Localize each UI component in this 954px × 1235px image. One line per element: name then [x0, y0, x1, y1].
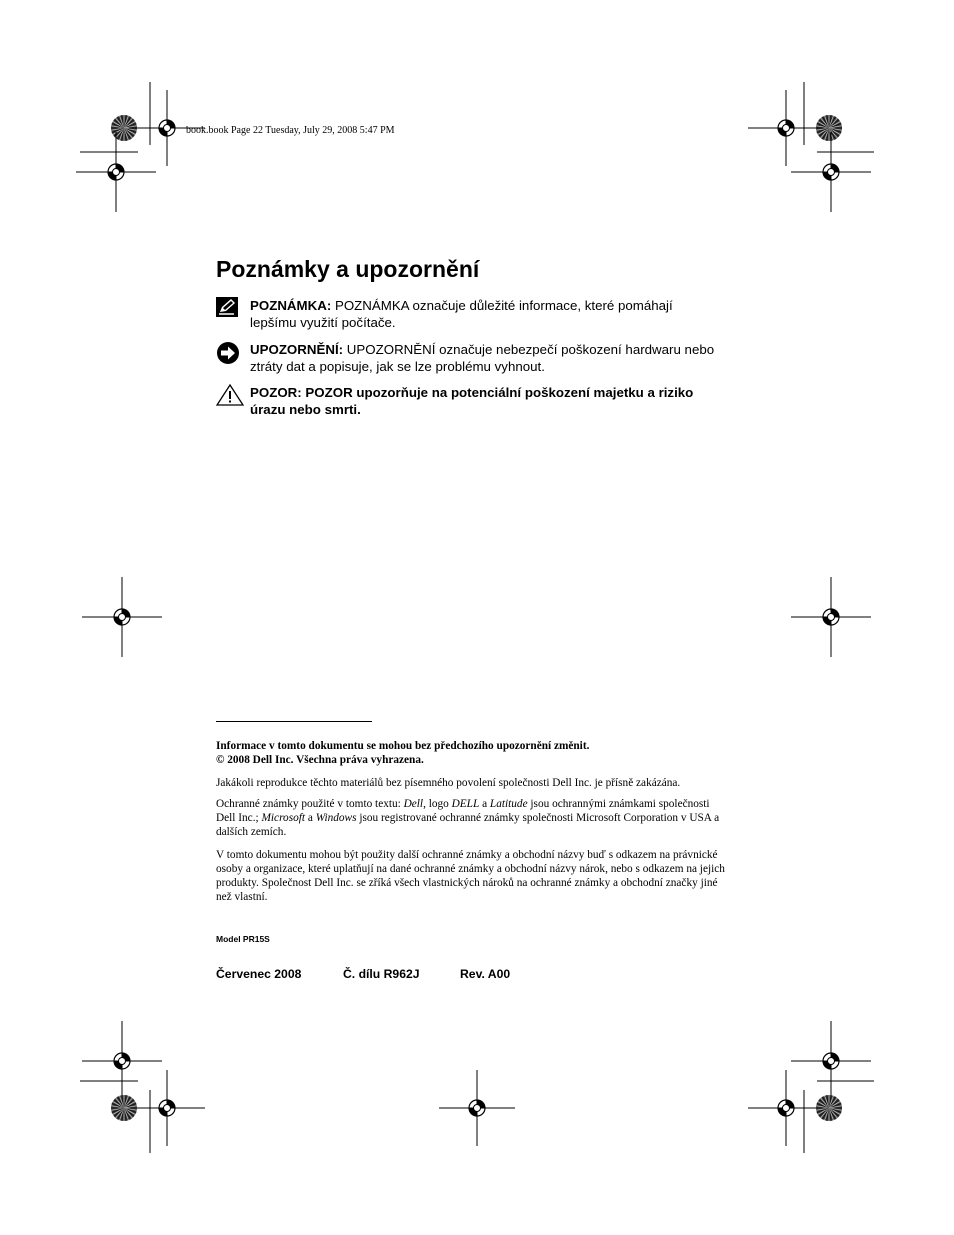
reproduction-notice	[216, 776, 726, 790]
note-text	[250, 297, 720, 331]
pencil-note-icon	[216, 297, 242, 319]
copyright-line: © 2008 Dell Inc. Všechna práva vyhrazena.	[216, 754, 424, 766]
sunburst-register-icon	[816, 1095, 842, 1121]
trademark-text-part: , logo	[423, 798, 452, 810]
trademark-text	[216, 797, 726, 839]
legal-change-notice: Informace v tomto dokumentu se mohou bez předchozího upozornění změnit.	[216, 740, 590, 752]
trademark-text-part: jsou ochrannými známkami společnosti Dell Inc.;	[216, 798, 710, 824]
note-body: POZNÁMKA označuje důležité informace, které pomáhají lepšímu využití počítače.	[250, 298, 673, 330]
model-number: Model PR15S	[216, 934, 270, 944]
arrow-circle-notice-icon	[216, 341, 242, 363]
registration-target-icon	[108, 164, 124, 180]
trademark-text-part: jsou registrované ochranné známky společnosti Microsoft Corporation v USA a dalších zemích.	[216, 812, 720, 838]
registration-target-icon	[469, 1100, 485, 1116]
warning-text	[250, 384, 720, 418]
note-label: POZNÁMKA:	[250, 298, 332, 313]
reproduction-text: Jakákoli reprodukce těchto materiálů bez písemného povolení společnosti Dell Inc. je přísně zakázána.	[216, 777, 681, 789]
warning-label: POZOR:	[250, 385, 302, 400]
trademark-dell: Dell	[403, 798, 424, 810]
warning-triangle-icon	[216, 384, 242, 406]
legal-notice	[216, 739, 726, 767]
notice-body: UPOZORNĚNÍ označuje nebezpečí poškození hardwaru nebo ztráty dat a popisuje, jak se lze problému vyhnout.	[250, 342, 715, 374]
trademark-microsoft: Microsoft	[261, 812, 306, 824]
warning-body: POZOR upozorňuje na potenciální poškození majetku a riziko úrazu nebo smrti.	[250, 385, 694, 417]
print-header-line: book.book Page 22 Tuesday, July 29, 2008 5:47 PM	[186, 125, 395, 136]
trademark-text-part: Ochranné známky použité v tomto textu:	[216, 798, 404, 810]
other-trademarks-text: V tomto dokumentu mohou být použity další ochranné známky a obchodní názvy buď s odkazem na právnické osoby a organizace, které uplatňují na dané ochranné známky a obchodní názvy nárok, nebo s odkazem na jejich produkty. Společnost Dell Inc. se zříká všech vlastnických nároků na ochranné známky a obchodní značky jiné než vlastní.	[216, 849, 725, 903]
registration-target-icon	[159, 1100, 175, 1116]
footer-revision: Rev. A00	[460, 967, 511, 981]
registration-target-icon	[823, 609, 839, 625]
other-trademarks-notice	[216, 848, 726, 904]
footnote-divider	[216, 721, 372, 722]
registration-target-icon	[114, 609, 130, 625]
trademark-latitude: Latitude	[489, 798, 528, 810]
trademark-notice	[216, 797, 726, 839]
trademark-text-part: a	[305, 812, 316, 824]
registration-target-icon	[114, 1053, 130, 1069]
footer-part-number: Č. dílu R962J	[343, 967, 420, 981]
notice-label: UPOZORNĚNÍ:	[250, 342, 344, 357]
footer-date: Červenec 2008	[216, 967, 302, 981]
trademark-windows: Windows	[315, 812, 357, 824]
registration-target-icon	[778, 1100, 794, 1116]
registration-target-icon	[159, 120, 175, 136]
registration-target-icon	[823, 1053, 839, 1069]
notice-text	[250, 341, 720, 375]
trademark-dell-logo: DELL	[451, 798, 480, 810]
page-title: Poznámky a upozornění	[216, 256, 480, 282]
registration-target-icon	[823, 164, 839, 180]
registration-target-icon	[778, 120, 794, 136]
trademark-text-part: a	[479, 798, 490, 810]
sunburst-register-icon	[111, 1095, 137, 1121]
